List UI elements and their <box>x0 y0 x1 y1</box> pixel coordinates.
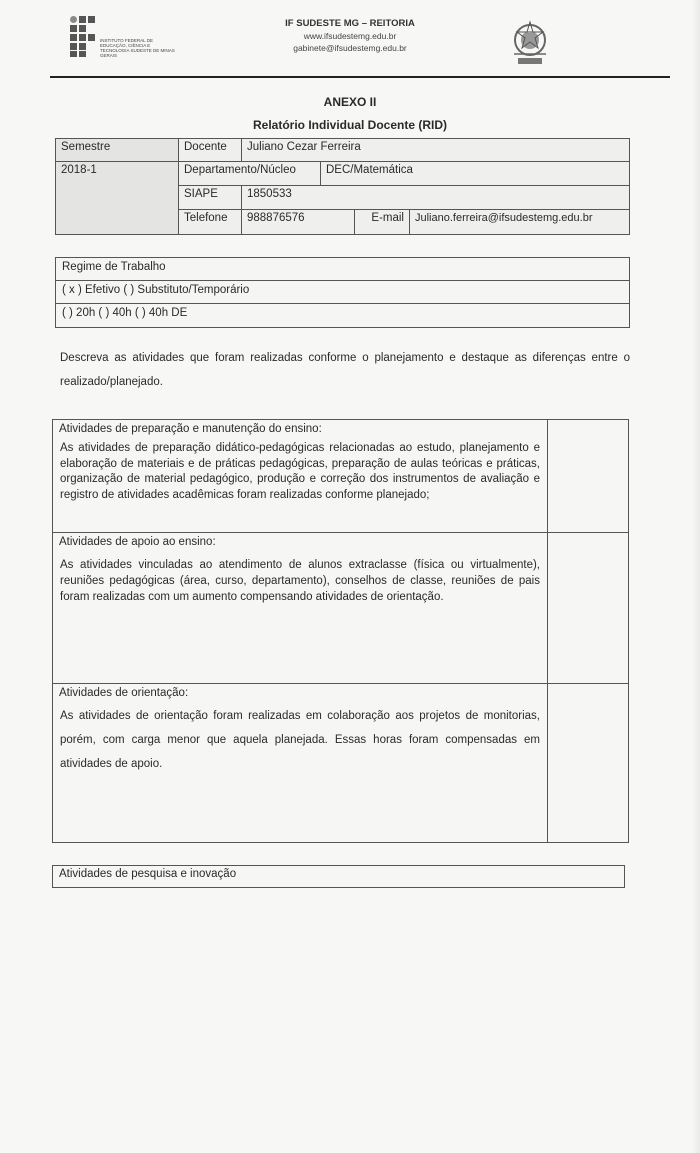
activity-body: As atividades de preparação didático-pedagógicas relacionadas ao estudo, planejamento e elaboração de materiais e de práticas pedagógicas, preparação de aulas teóricas e práticas, organização de material pedagógico, produção e correção dos instrumentos de avaliação e registro de atividades acadêmicas foram realizadas conforme planejado; <box>60 442 540 501</box>
semestre-label: Semestre <box>55 138 179 162</box>
header-divider <box>50 76 670 78</box>
institution-logo <box>70 16 180 58</box>
telefone-value: 988876576 <box>241 209 355 235</box>
research-heading: Atividades de pesquisa e inovação <box>52 865 625 888</box>
instructions-text: Descreva as atividades que foram realizadas conforme o planejamento e destaque as diferenças entre o realizado/planejado. <box>60 352 630 388</box>
activity-side-column <box>547 684 628 842</box>
activity-side-column <box>547 533 628 683</box>
activity-heading: Atividades de preparação e manutenção do ensino: <box>59 423 322 435</box>
regime-heading: Regime de Trabalho <box>55 257 630 281</box>
national-seal-icon <box>510 18 550 70</box>
header-website: www.ifsudestemg.edu.br <box>303 31 397 41</box>
siape-value: 1850533 <box>241 185 630 210</box>
email-value: Juliano.ferreira@ifsudestemg.edu.br <box>409 209 630 235</box>
departamento-value: DEC/Matemática <box>320 161 630 186</box>
departamento-label: Departamento/Núcleo <box>178 161 321 186</box>
email-label: E-mail <box>354 209 410 235</box>
regime-carga: ( ) 20h ( ) 40h ( ) 40h DE <box>55 303 630 328</box>
docente-label: Docente <box>178 138 242 162</box>
logo-text: INSTITUTO FEDERAL DE EDUCAÇÃO, CIÊNCIA E TECNOLOGIA SUDESTE DE MINAS GERAIS <box>100 38 175 58</box>
header-block <box>230 18 470 53</box>
header-email: gabinete@ifsudestemg.edu.br <box>293 43 407 53</box>
semestre-value: 2018-1 <box>55 161 179 185</box>
activity-heading: Atividades de apoio ao ensino: <box>59 536 216 548</box>
telefone-label: Telefone <box>178 209 242 235</box>
document-title: Relatório Individual Docente (RID) <box>252 118 447 132</box>
activity-orientacao <box>52 683 629 843</box>
regime-vinculo: ( x ) Efetivo ( ) Substituto/Temporário <box>55 280 630 304</box>
header-title: IF SUDESTE MG – REITORIA <box>285 18 415 29</box>
activity-side-column <box>547 420 628 532</box>
activity-heading: Atividades de orientação: <box>59 687 189 699</box>
activity-apoio <box>52 532 629 684</box>
page-edge <box>692 0 700 1153</box>
docente-value: Juliano Cezar Ferreira <box>241 138 630 162</box>
annex-title: ANEXO II <box>323 95 377 109</box>
activity-body: As atividades de orientação foram realizadas em colaboração aos projetos de monitorias, porém, com carga menor que aquela planejada. Essas horas foram compensadas em atividades de apoio. <box>60 710 540 770</box>
activity-preparacao <box>52 419 629 533</box>
activity-body: As atividades vinculadas ao atendimento de alunos extraclasse (física ou virtualmente), reuniões pedagógicas (área, curso, departamento), conselhos de classe, reuniões de pais foram realizadas com um aumento compensando atividades de orientação. <box>60 559 540 603</box>
logo-grid-icon <box>70 16 98 58</box>
siape-label: SIAPE <box>178 185 242 210</box>
